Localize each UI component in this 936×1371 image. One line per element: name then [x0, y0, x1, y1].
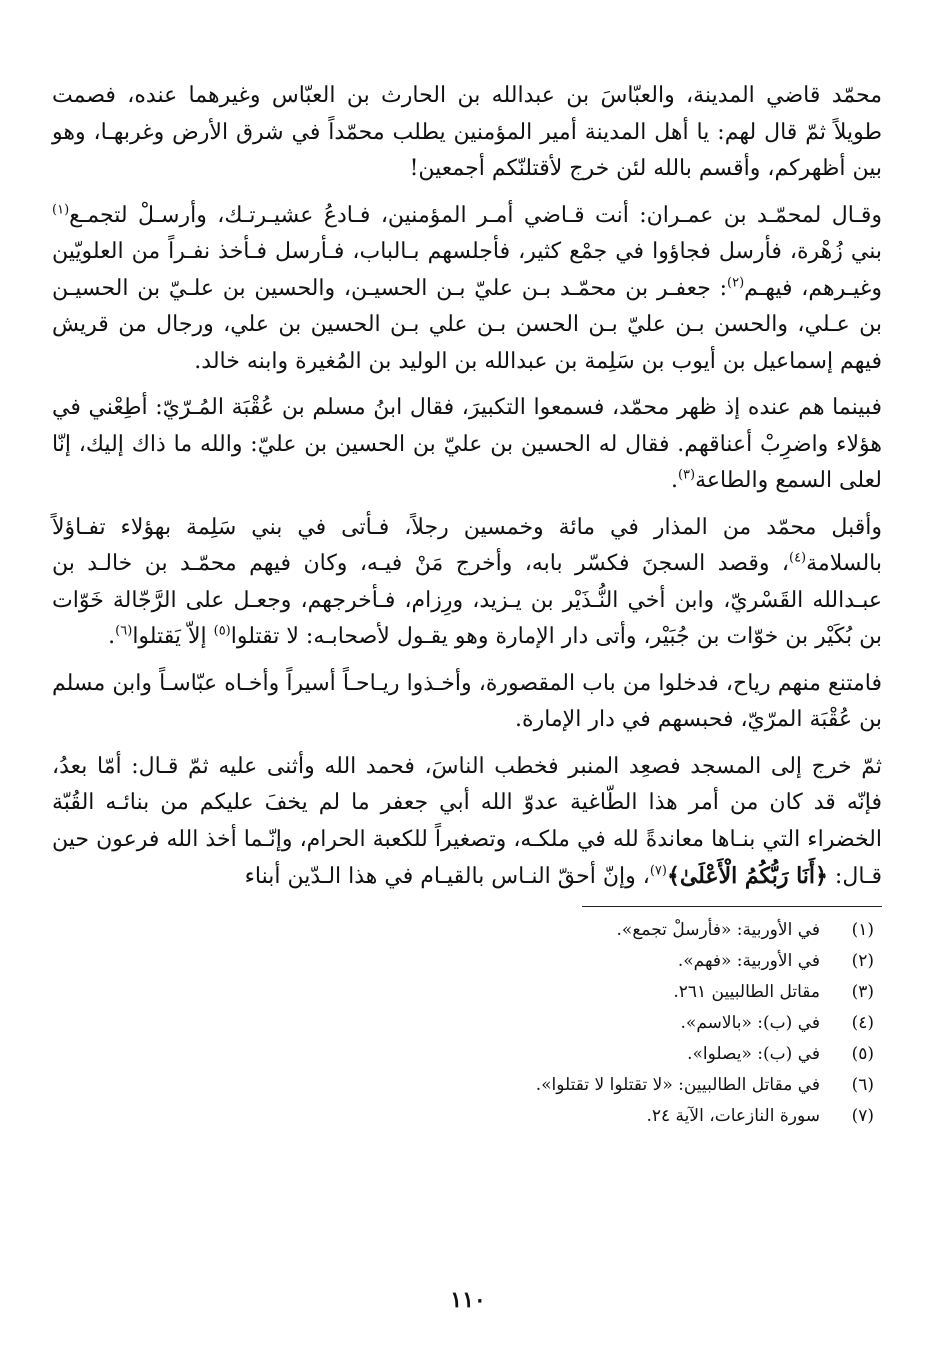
paragraph-text: فبينما هم عنده إذ ظهر محمّد، فسمعوا التكبيرَ، فقال ابنُ مسلم بن عُقْبَة المُـرّيّ: أطِعْني في هؤلاء واضرِبْ أعناقهم. فقال له الحسين بن عليّ بن الحسين بن عليّ: والله ما ذاك إليك، إنّا لعلى السمع والطاعة — [52, 395, 882, 493]
footnote-item — [52, 1070, 882, 1101]
paragraph-text: بني زُهْرة، فأرسل فجاؤوا في جمْع كثير، فأجلسهم بـالباب، فـأرسل فـأخذ نفـراً من العلويّين وغيـرهم، فيهـم — [52, 239, 882, 301]
footnote-item — [52, 946, 882, 977]
paragraph-text: إلاّ يَقتلوا — [132, 624, 214, 649]
footnotes-list — [52, 915, 882, 1132]
footnote-reference: (٣) — [677, 467, 696, 483]
footnote-text: مقاتل الطالبيين ٢٦١. — [673, 981, 820, 1002]
footnote-reference: (٢) — [727, 275, 745, 291]
paragraph-text: محمّد قاضي المدينة، والعبّاسَ بن عبدالله بن الحارث بن العبّاس وغيرهما عنده، فصمت طويلاً ثمّ قال لهم: يا أهل المدينة أمير المؤمنين يطلب محمّداً في شرق الأرض وغربهـا، وهو بين أظهركم، وأقسم بالله لئن خرج لأقتلنّكم أجمعين! — [52, 83, 882, 181]
footnote-item — [52, 915, 882, 946]
footnote-reference: (١) — [52, 202, 70, 218]
page-number: ١١٠ — [450, 1287, 486, 1313]
paragraph — [52, 390, 882, 500]
paragraph — [52, 78, 882, 188]
paragraph-text: ثمّ خرج إلى المسجد فصعِد المنبر فخطب الناسَ، فحمد الله وأثنى عليه ثمّ قـال: أمّا بعدُ، فإنّه قد كان من أمر هذا الطّاغية عدوّ الله أبي جعفر ما لم يخفَ عليكم من بنائـه القُبّة الخضراء التي بنـاها معاندةً لله في ملكـه، وتصغيراً للكعبة الحرام، وإنّـما أخذ الله فرعون حين قـال: — [52, 753, 882, 889]
footnote-reference: (٤) — [788, 550, 807, 566]
footnote-item — [52, 1008, 882, 1039]
footnote-number: (٣) — [851, 981, 874, 1002]
paragraph — [52, 666, 882, 739]
paragraph — [52, 510, 882, 656]
paragraph-text: ، وقصد السجنَ فكسّر بابه، وأخرج مَنْ فيـه، وكان فيهم محمّـد بن خالـد بن عبـدالله القَسْريّ، وابن أخي النُّـذَيْر بن يـزيد، ورِزام، فـأخرجهم، وجعـل على الرَّجّالة خَوّات بن بُكَيْر بن خوّات بن جُبَيْر، وأتى دار الإمارة وهو يقـول لأصحابـه: لا تقتلوا — [52, 551, 882, 649]
paragraph-text: . — [670, 468, 678, 493]
footnote-number: (٧) — [851, 1105, 874, 1126]
paragraph-text: ، وإنّ أحقّ النـاس بالقيـام في هذا الـدّين أبناء — [244, 864, 650, 889]
paragraph-text: وقـال لمحمّـد بن عمـران: أنت قـاضي أمـر المؤمنين، فـادعُ عشيـرتـك، وأرسـلْ لتجمـع — [69, 202, 882, 228]
footnote-text: في (ب): «بالاسم». — [680, 1012, 820, 1033]
paragraph-text: : جعفـر بن محمّـد بـن عليّ بـن الحسيـن، والحسين بن علـيّ بن الحسيـن بن عـلي، والحسن بـن عليّ بـن الحسن بـن علي بـن الحسين بن علي، ورجال من قريش فيهم إسماعيل بن أيوب بن سَلِمة بن عبدالله بن الوليد بن المُغيرة وابنه خالد. — [52, 275, 882, 374]
paragraph-text: . — [108, 624, 116, 649]
footnote-number: (٦) — [851, 1074, 874, 1095]
paragraph — [52, 749, 882, 896]
footnote-reference: (٥) — [213, 623, 231, 639]
footnote-separator — [582, 906, 882, 907]
footnote-reference: (٧) — [649, 863, 667, 879]
paragraph-text: وأقبل محمّد من المذار في مائة وخمسين رجلاً، فـأتى في بني سَلِمة بهؤلاء تفـاؤلاً بالسلامة — [52, 514, 882, 576]
footnote-number: (٢) — [851, 950, 874, 971]
footnote-text: في (ب): «يصلوا». — [687, 1043, 820, 1064]
footnote-item — [52, 1101, 882, 1132]
footnote-reference: (٦) — [115, 623, 133, 639]
footnote-text: سورة النازعات، الآية ٢٤. — [646, 1105, 820, 1126]
page-body — [52, 78, 882, 1132]
footnote-item — [52, 1039, 882, 1070]
footnote-text: في مقاتل الطالبيين: «لا تقتلوا لا تقتلوا». — [535, 1074, 820, 1095]
paragraph — [52, 198, 882, 381]
footnote-item — [52, 977, 882, 1008]
footnote-number: (٥) — [851, 1043, 874, 1064]
footnote-number: (١) — [851, 919, 874, 940]
main-text — [52, 78, 882, 896]
footnote-text: في الأوربية: «فهم». — [677, 950, 820, 971]
paragraph-text: فامتنع منهم رياح، فدخلوا من باب المقصورة، وأخـذوا ريـاحـاً أسيراً وأخـاه عبّاسـاً وابن مسلم بن عُقْبَة المرّيّ، فحبسهم في دار الإمارة. — [52, 670, 882, 732]
footnote-number: (٤) — [851, 1012, 874, 1033]
quran-quote: ﴿أَنَا رَبُّكُمُ الْأَعْلَىٰ﴾ — [666, 863, 828, 889]
footnote-text: في الأوربية: «فأرسلْ تجمع». — [616, 919, 820, 940]
